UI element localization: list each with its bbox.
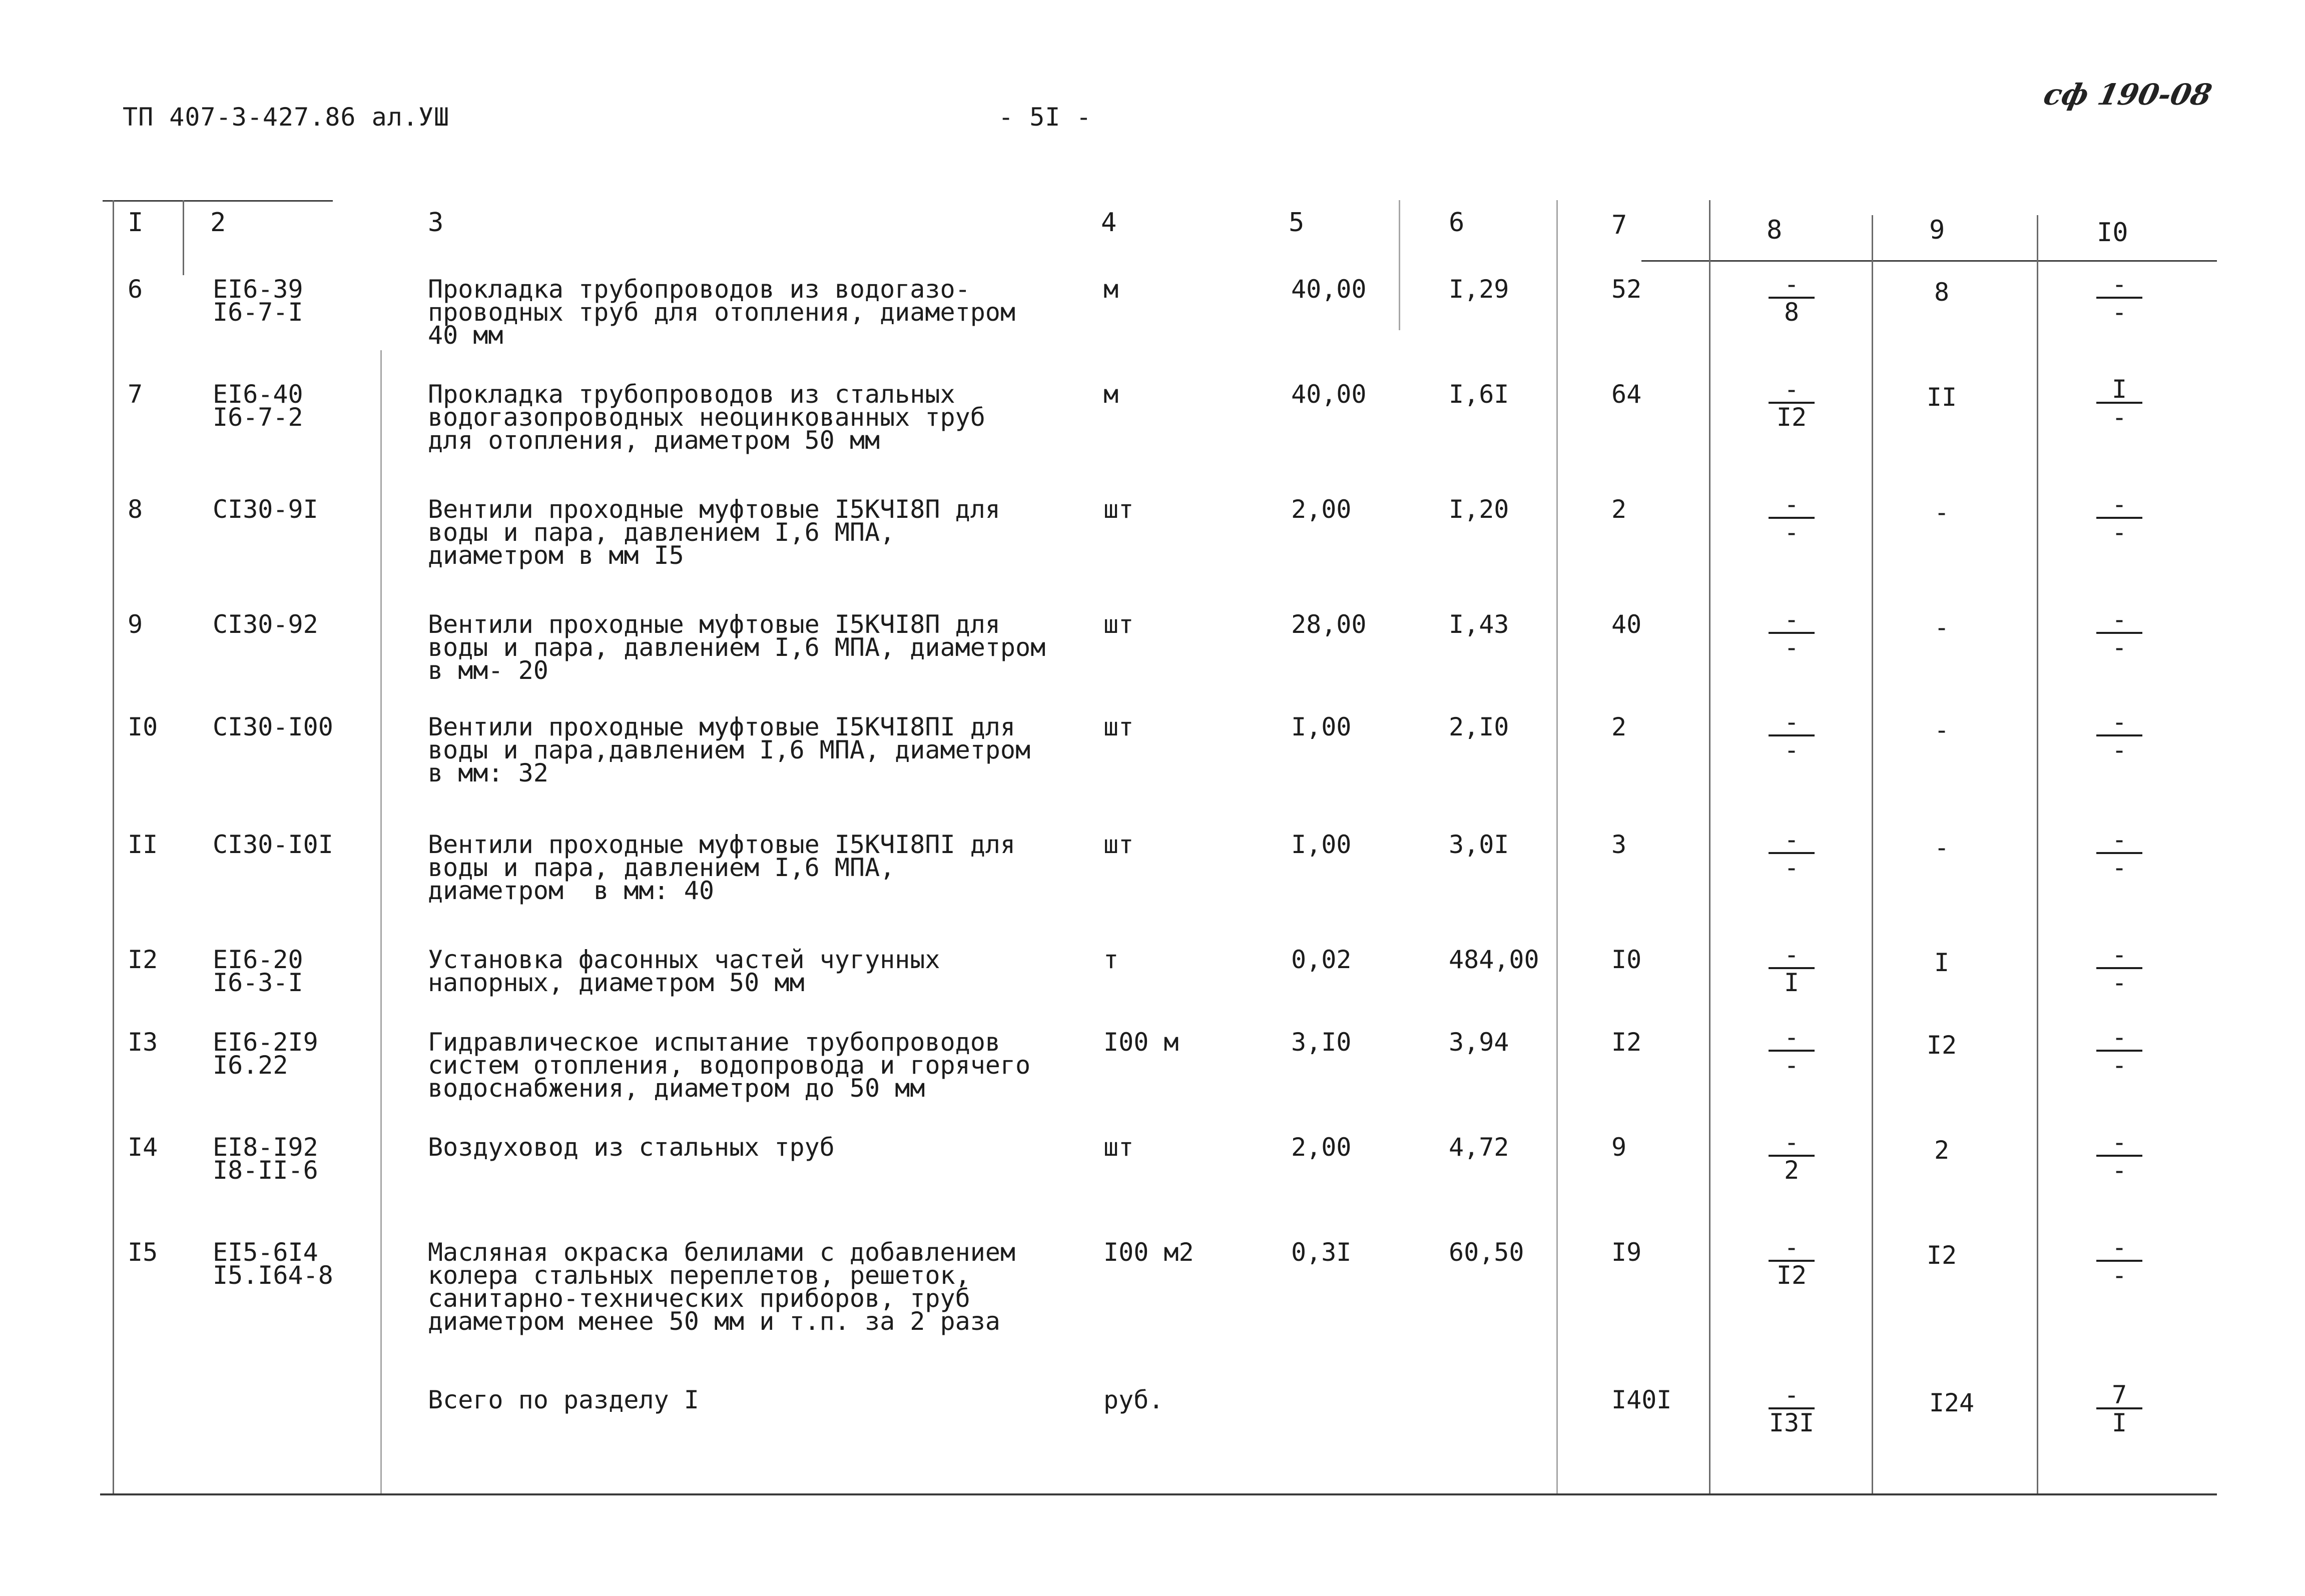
col9-value: I2	[1926, 1031, 1957, 1060]
row-number: I2	[128, 945, 158, 974]
col9-value: -	[1934, 613, 1950, 642]
column-header: 6	[1449, 208, 1465, 238]
fraction-numerator: 7	[2111, 1380, 2127, 1409]
fraction-denominator: -	[2111, 735, 2127, 764]
quantity: 40,00	[1291, 275, 1367, 304]
quantity: 2,00	[1291, 1133, 1352, 1162]
unit: шт	[1103, 830, 1134, 859]
work-description: Прокладка трубопроводов из стальных водогазопроводных неоцинкованных труб для отопления, диаметром 50 мм	[428, 380, 985, 455]
fraction-cell	[1767, 1128, 1817, 1185]
fraction-denominator: I	[1784, 968, 1800, 997]
column-header: 9	[1929, 215, 1945, 245]
fraction-cell	[2094, 1128, 2144, 1185]
fraction-numerator: -	[1784, 1380, 1800, 1409]
fraction-denominator: -	[2111, 1261, 2127, 1290]
total-cost: 40	[1611, 610, 1642, 639]
fraction-cell	[2094, 270, 2144, 327]
column-divider	[113, 200, 114, 1493]
fraction-numerator: -	[2111, 1023, 2127, 1052]
total-cost: 52	[1611, 275, 1642, 304]
total-cost: I2	[1611, 1028, 1642, 1057]
rate-code: CI30-92	[213, 610, 318, 639]
column-header: 3	[428, 208, 444, 238]
fraction-denominator: I3I	[1769, 1408, 1815, 1437]
fraction-cell	[2094, 605, 2144, 662]
fraction-cell	[1767, 1233, 1817, 1290]
fraction-numerator: -	[1784, 270, 1800, 299]
fraction-numerator: -	[1784, 605, 1800, 634]
fraction-cell	[2094, 1380, 2144, 1437]
document-code: ТП 407-3-427.86 ал.УШ	[123, 103, 450, 132]
fraction-denominator: 2	[1784, 1156, 1800, 1185]
fraction-denominator: -	[2111, 1156, 2127, 1185]
fraction-denominator: -	[2111, 403, 2127, 432]
section-total-cost: I40I	[1611, 1385, 1672, 1414]
fraction-cell	[2094, 940, 2144, 997]
row-number: 6	[128, 275, 143, 304]
fraction-denominator: -	[1784, 633, 1800, 662]
rate-code: EI6-2I9 I6.22	[213, 1028, 318, 1080]
fraction-denominator: -	[1784, 518, 1800, 547]
unit: шт	[1103, 495, 1134, 524]
column-header: I	[128, 208, 144, 238]
rate-code: EI6-39 I6-7-I	[213, 275, 303, 327]
fraction-numerator: -	[1784, 490, 1800, 519]
section-total-col9: I24	[1929, 1388, 1975, 1417]
table-header-rule	[1641, 260, 2217, 262]
column-header: 8	[1767, 215, 1783, 245]
quantity: 40,00	[1291, 380, 1367, 409]
unit-price: 60,50	[1449, 1238, 1524, 1267]
fraction-numerator: -	[2111, 825, 2127, 854]
work-description: Прокладка трубопроводов из водогазо- проводных труб для отопления, диаметром 40 мм	[428, 275, 1015, 350]
row-number: 7	[128, 380, 143, 409]
fraction-cell	[1767, 270, 1817, 327]
fraction-numerator: -	[2111, 1128, 2127, 1157]
fraction-cell	[1767, 490, 1817, 547]
column-header: 4	[1101, 208, 1117, 238]
work-description: Вентили проходные муфтовые I5КЧI8ПI для воды и пара, давлением I,6 МПА, диаметром в мм: 40	[428, 830, 1015, 905]
row-number: II	[128, 830, 158, 859]
unit-price: 3,0I	[1449, 830, 1509, 859]
fraction-cell	[1767, 1023, 1817, 1080]
fraction-numerator: -	[2111, 270, 2127, 299]
fraction-numerator: -	[1784, 940, 1800, 969]
fraction-numerator: -	[1784, 1233, 1800, 1262]
unit-price: I,6I	[1449, 380, 1509, 409]
fraction-numerator: -	[2111, 605, 2127, 634]
column-divider	[183, 200, 184, 275]
page-number: - 5I -	[998, 103, 1092, 132]
row-number: I4	[128, 1133, 158, 1162]
col9-value: 2	[1934, 1136, 1950, 1165]
column-header: 7	[1611, 210, 1627, 240]
unit-price: I,43	[1449, 610, 1509, 639]
rate-code: CI30-I00	[213, 712, 333, 741]
unit-price: I,20	[1449, 495, 1509, 524]
fraction-cell	[1767, 707, 1817, 764]
fraction-cell	[1767, 605, 1817, 662]
rate-code: EI6-40 I6-7-2	[213, 380, 303, 432]
quantity: I,00	[1291, 830, 1352, 859]
column-divider	[2037, 215, 2038, 1493]
col9-value: -	[1934, 498, 1950, 527]
col9-value: I	[1934, 948, 1950, 977]
unit: м	[1103, 380, 1119, 409]
unit: I00 м	[1103, 1028, 1179, 1057]
row-number: 9	[128, 610, 143, 639]
col9-value: 8	[1934, 278, 1950, 307]
column-divider	[380, 350, 382, 1493]
unit-price: 2,I0	[1449, 712, 1509, 741]
unit: шт	[1103, 712, 1134, 741]
fraction-denominator: -	[1784, 853, 1800, 882]
fraction-cell	[1767, 825, 1817, 882]
work-description: Вентили проходные муфтовые I5КЧI8П для воды и пара, давлением I,6 МПА, диаметром в мм- 20	[428, 610, 1046, 685]
fraction-numerator: I	[2111, 375, 2127, 404]
quantity: I,00	[1291, 712, 1352, 741]
row-number: I3	[128, 1028, 158, 1057]
fraction-denominator: -	[2111, 968, 2127, 997]
total-cost: 3	[1611, 830, 1627, 859]
quantity: 0,3I	[1291, 1238, 1352, 1267]
col9-value: -	[1934, 833, 1950, 862]
rate-code: EI5-6I4 I5.I64-8	[213, 1238, 333, 1290]
total-cost: 9	[1611, 1133, 1627, 1162]
fraction-denominator: I2	[1776, 403, 1807, 432]
unit-price: 3,94	[1449, 1028, 1509, 1057]
fraction-cell	[1767, 940, 1817, 997]
fraction-denominator: -	[2111, 298, 2127, 327]
fraction-denominator: -	[2111, 853, 2127, 882]
work-description: Вентили проходные муфтовые I5КЧI8ПI для воды и пара,давлением I,6 МПА, диаметром в мм: 32	[428, 712, 1031, 787]
col9-value: I2	[1926, 1241, 1957, 1270]
fraction-numerator: -	[2111, 1233, 2127, 1262]
fraction-numerator: -	[1784, 1128, 1800, 1157]
unit: м	[1103, 275, 1119, 304]
fraction-denominator: I2	[1776, 1261, 1807, 1290]
row-number: 8	[128, 495, 143, 524]
column-header: 5	[1289, 208, 1305, 238]
rate-code: EI6-20 I6-3-I	[213, 945, 303, 997]
fraction-cell	[2094, 707, 2144, 764]
col9-value: -	[1934, 715, 1950, 744]
quantity: 0,02	[1291, 945, 1352, 974]
total-cost: 2	[1611, 712, 1627, 741]
fraction-cell	[2094, 825, 2144, 882]
work-description: Вентили проходные муфтовые I5КЧI8П для воды и пара, давлением I,6 МПА, диаметром в мм I5	[428, 495, 1000, 570]
unit: шт	[1103, 1133, 1134, 1162]
total-cost: I0	[1611, 945, 1642, 974]
column-header: I0	[2097, 218, 2128, 248]
section-total-unit: руб.	[1103, 1385, 1164, 1414]
fraction-numerator: -	[1784, 375, 1800, 404]
fraction-numerator: -	[1784, 707, 1800, 736]
rate-code: CI30-9I	[213, 495, 318, 524]
work-description: Воздуховод из стальных труб	[428, 1133, 835, 1162]
column-divider	[1709, 200, 1710, 1493]
total-cost: 2	[1611, 495, 1627, 524]
fraction-numerator: -	[2111, 707, 2127, 736]
fraction-cell	[1767, 1380, 1817, 1437]
fraction-denominator: -	[2111, 518, 2127, 547]
fraction-cell	[1767, 375, 1817, 432]
fraction-cell	[2094, 1233, 2144, 1290]
total-cost: I9	[1611, 1238, 1642, 1267]
unit-price: 484,00	[1449, 945, 1539, 974]
fraction-numerator: -	[1784, 1023, 1800, 1052]
unit-price: 4,72	[1449, 1133, 1509, 1162]
column-header: 2	[210, 208, 226, 238]
table-top-rule	[103, 200, 333, 202]
col9-value: II	[1926, 383, 1957, 412]
row-number: I5	[128, 1238, 158, 1267]
unit: т	[1103, 945, 1119, 974]
rate-code: CI30-I0I	[213, 830, 333, 859]
fraction-denominator: -	[2111, 1051, 2127, 1080]
handwritten-mark: сф 190-08	[2040, 78, 2215, 112]
quantity: 3,I0	[1291, 1028, 1352, 1057]
fraction-numerator: -	[1784, 825, 1800, 854]
fraction-cell	[2094, 375, 2144, 432]
work-description: Масляная окраска белилами с добавлением колера стальных переплетов, решеток, санитарно-технических приборов, труб диаметром менее 50 мм и т.п. за 2 раза	[428, 1238, 1015, 1336]
fraction-numerator: -	[2111, 490, 2127, 519]
section-total-label: Всего по разделу I	[428, 1385, 699, 1414]
column-divider	[1556, 200, 1558, 1493]
row-number: I0	[128, 712, 158, 741]
unit-price: I,29	[1449, 275, 1509, 304]
table-bottom-rule	[100, 1493, 2217, 1495]
fraction-denominator: -	[1784, 735, 1800, 764]
work-description: Гидравлическое испытание трубопроводов систем отопления, водопровода и горячего водоснабжения, диаметром до 50 мм	[428, 1028, 1031, 1103]
quantity: 28,00	[1291, 610, 1367, 639]
rate-code: EI8-I92 I8-II-6	[213, 1133, 318, 1185]
fraction-denominator: I	[2111, 1408, 2127, 1437]
fraction-cell	[2094, 490, 2144, 547]
fraction-numerator: -	[2111, 940, 2127, 969]
unit: шт	[1103, 610, 1134, 639]
column-divider	[1872, 215, 1873, 1493]
fraction-denominator: -	[1784, 1051, 1800, 1080]
work-description: Установка фасонных частей чугунных напорных, диаметром 50 мм	[428, 945, 940, 997]
unit: I00 м2	[1103, 1238, 1194, 1267]
fraction-cell	[2094, 1023, 2144, 1080]
total-cost: 64	[1611, 380, 1642, 409]
quantity: 2,00	[1291, 495, 1352, 524]
fraction-denominator: 8	[1784, 298, 1800, 327]
fraction-denominator: -	[2111, 633, 2127, 662]
column-divider	[1399, 200, 1400, 330]
